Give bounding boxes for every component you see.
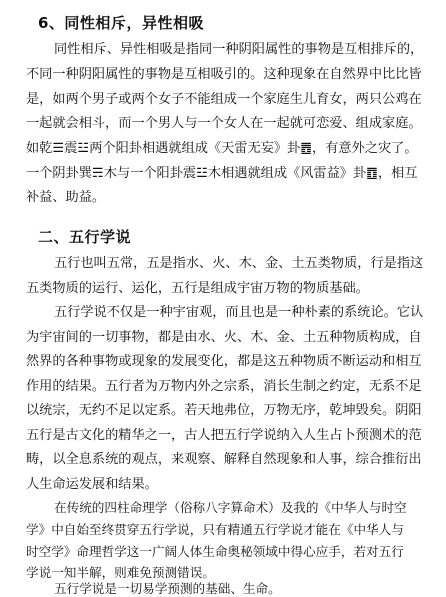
- text-line: 是，如两个男子或两个女子不能组成一个家庭生儿育女，两只公鸡在: [26, 92, 422, 107]
- text-line: 五行是古文化的精华之一，古人把五行学说纳入人生占卜预测术的范: [26, 428, 422, 443]
- text-line: 五行学说是一切易学预测的基础、生命。: [54, 581, 281, 596]
- text-line: 如乾☰震☳两个阳卦相遇就组成《天雷无妄》卦䷘，有意外之灾了。: [26, 141, 418, 156]
- text-line: 同性相斥、异性相吸是指同一种阴阳属性的事物是互相排斥的，: [54, 42, 424, 57]
- text-line: 作用的结果。五行者为万物内外之宗系，消长生制之约定，无系不足: [26, 379, 422, 394]
- text-line: 然界的各种事物或现象的发展变化，都是这五种物质不断运动和相互: [26, 354, 422, 369]
- text-line: 一个阴卦巽☴木与一个阳卦震☳木相遇就组成《风雷益》卦䷩，相互: [26, 166, 418, 181]
- text-line: 为宇宙间的一切事物，都是由水、火、木、金、土五种物质构成，自: [26, 330, 422, 345]
- text-line: 五行学说不仅是一种宇宙观，而且也是一种朴素的系统论。它认: [54, 305, 424, 320]
- text-line: 在传统的四柱命理学（俗称八字算命术）及我的《中华人与时空: [54, 500, 407, 515]
- text-line: 时空学》命理哲学这一广阔人体生命奥秘领域中得心应手，若对五行: [26, 544, 404, 559]
- text-line: 五类物质的运行、运化，五行是组成宇宙万物的物质基础。: [26, 281, 369, 296]
- text-line: 学说一知半解，则难免预测错误。: [26, 565, 215, 580]
- text-line: 五行也叫五常，五是指水、火、木、金、土五类物质，行是指这: [54, 256, 424, 271]
- text-line: 畴，以全息系统的观点，来观察、解释自然现象和人事，综合推衍出: [26, 452, 422, 467]
- section-heading-same-sex-repel: 6、同性相斥，异性相吸: [38, 14, 204, 32]
- text-line: 一起就会相斗，而一个男人与一个女人在一起就可恋爱、组成家庭。: [26, 116, 422, 131]
- text-line: 不同一种阴阳属性的事物是互相吸引的。这种现象在自然界中比比皆: [26, 67, 422, 82]
- text-line: 以统宗，无约不足以定系。若天地弗位，万物无序，乾坤毁矣。阴阳: [26, 403, 422, 418]
- text-line: 补益、助益。: [26, 190, 106, 205]
- section-heading-five-elements: 二、五行学说: [38, 228, 132, 246]
- text-line: 人生命运发展和结果。: [26, 477, 158, 492]
- text-line: 学》中自始至终贯穿五行学说，只有精通五行学说才能在《中华人与: [26, 522, 404, 537]
